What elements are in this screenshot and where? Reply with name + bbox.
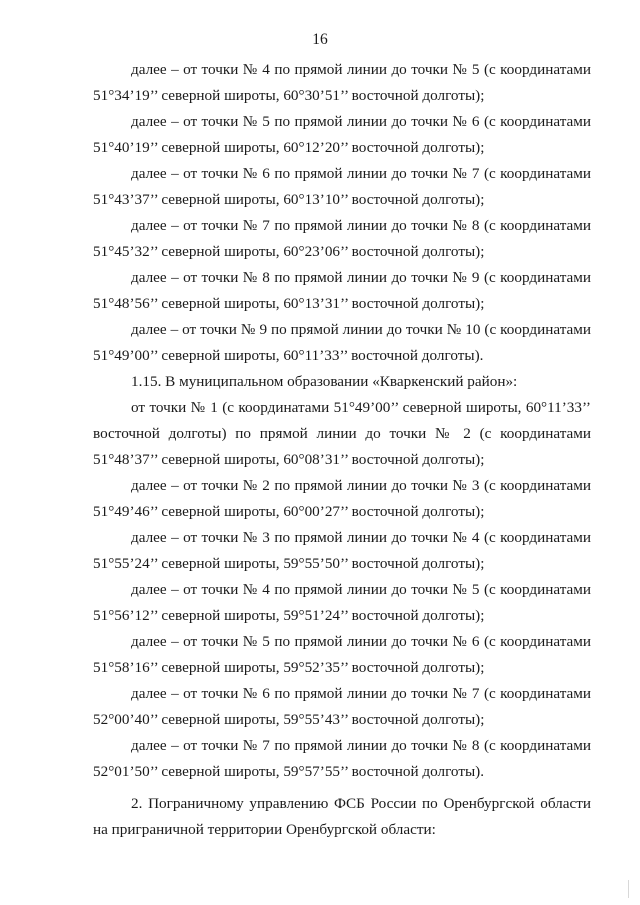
paragraph-kvarkeno-segment-7-8: далее – от точки № 7 по прямой линии до точки № 8 (с координатами 52°01’50’’ северной широты, 59°57’55’’ восточной долготы). [93, 737, 591, 780]
paragraph-kvarkeno-segment-1-2: от точки № 1 (с координатами 51°49’00’’ северной широты, 60°11’33’’ восточной долготы) по прямой линии до точки № 2 (с координатами 51°48’37’’ северной широты, 60°08’31’’ восточной долготы); [93, 399, 591, 468]
document-body [93, 57, 591, 843]
page-number: 16 [312, 31, 328, 48]
scan-edge-mark [628, 880, 629, 898]
paragraph-segment-7-8: далее – от точки № 7 по прямой линии до точки № 8 (с координатами 51°45’32’’ северной широты, 60°23’06’’ восточной долготы); [93, 217, 591, 260]
paragraph-segment-6-7: далее – от точки № 6 по прямой линии до точки № 7 (с координатами 51°43’37’’ северной широты, 60°13’10’’ восточной долготы); [93, 165, 591, 208]
paragraph-kvarkeno-segment-4-5: далее – от точки № 4 по прямой линии до точки № 5 (с координатами 51°56’12’’ северной широты, 59°51’24’’ восточной долготы); [93, 581, 591, 624]
paragraph-segment-4-5: далее – от точки № 4 по прямой линии до точки № 5 (с координатами 51°34’19’’ северной широты, 60°30’51’’ восточной долготы); [93, 61, 591, 104]
paragraph-segment-5-6: далее – от точки № 5 по прямой линии до точки № 6 (с координатами 51°40’19’’ северной широты, 60°12’20’’ восточной долготы); [93, 113, 591, 156]
section-heading-2: 2. Пограничному управлению ФСБ России по Оренбургской области на приграничной территории Оренбургской области: [93, 795, 591, 838]
paragraph-kvarkeno-segment-6-7: далее – от точки № 6 по прямой линии до точки № 7 (с координатами 52°00’40’’ северной широты, 59°55’43’’ восточной долготы); [93, 685, 591, 728]
paragraph-kvarkeno-segment-2-3: далее – от точки № 2 по прямой линии до точки № 3 (с координатами 51°49’46’’ северной широты, 60°00’27’’ восточной долготы); [93, 477, 591, 520]
paragraph-kvarkeno-segment-3-4: далее – от точки № 3 по прямой линии до точки № 4 (с координатами 51°55’24’’ северной широты, 59°55’50’’ восточной долготы); [93, 529, 591, 572]
paragraph-segment-8-9: далее – от точки № 8 по прямой линии до точки № 9 (с координатами 51°48’56’’ северной широты, 60°13’31’’ восточной долготы); [93, 269, 591, 312]
paragraph-segment-9-10: далее – от точки № 9 по прямой линии до точки № 10 (с координатами 51°49’00’’ северной широты, 60°11’33’’ восточной долготы). [93, 321, 591, 364]
section-heading-1-15: 1.15. В муниципальном образовании «Кваркенский район»: [131, 373, 518, 390]
paragraph-kvarkeno-segment-5-6: далее – от точки № 5 по прямой линии до точки № 6 (с координатами 51°58’16’’ северной широты, 59°52’35’’ восточной долготы); [93, 633, 591, 676]
